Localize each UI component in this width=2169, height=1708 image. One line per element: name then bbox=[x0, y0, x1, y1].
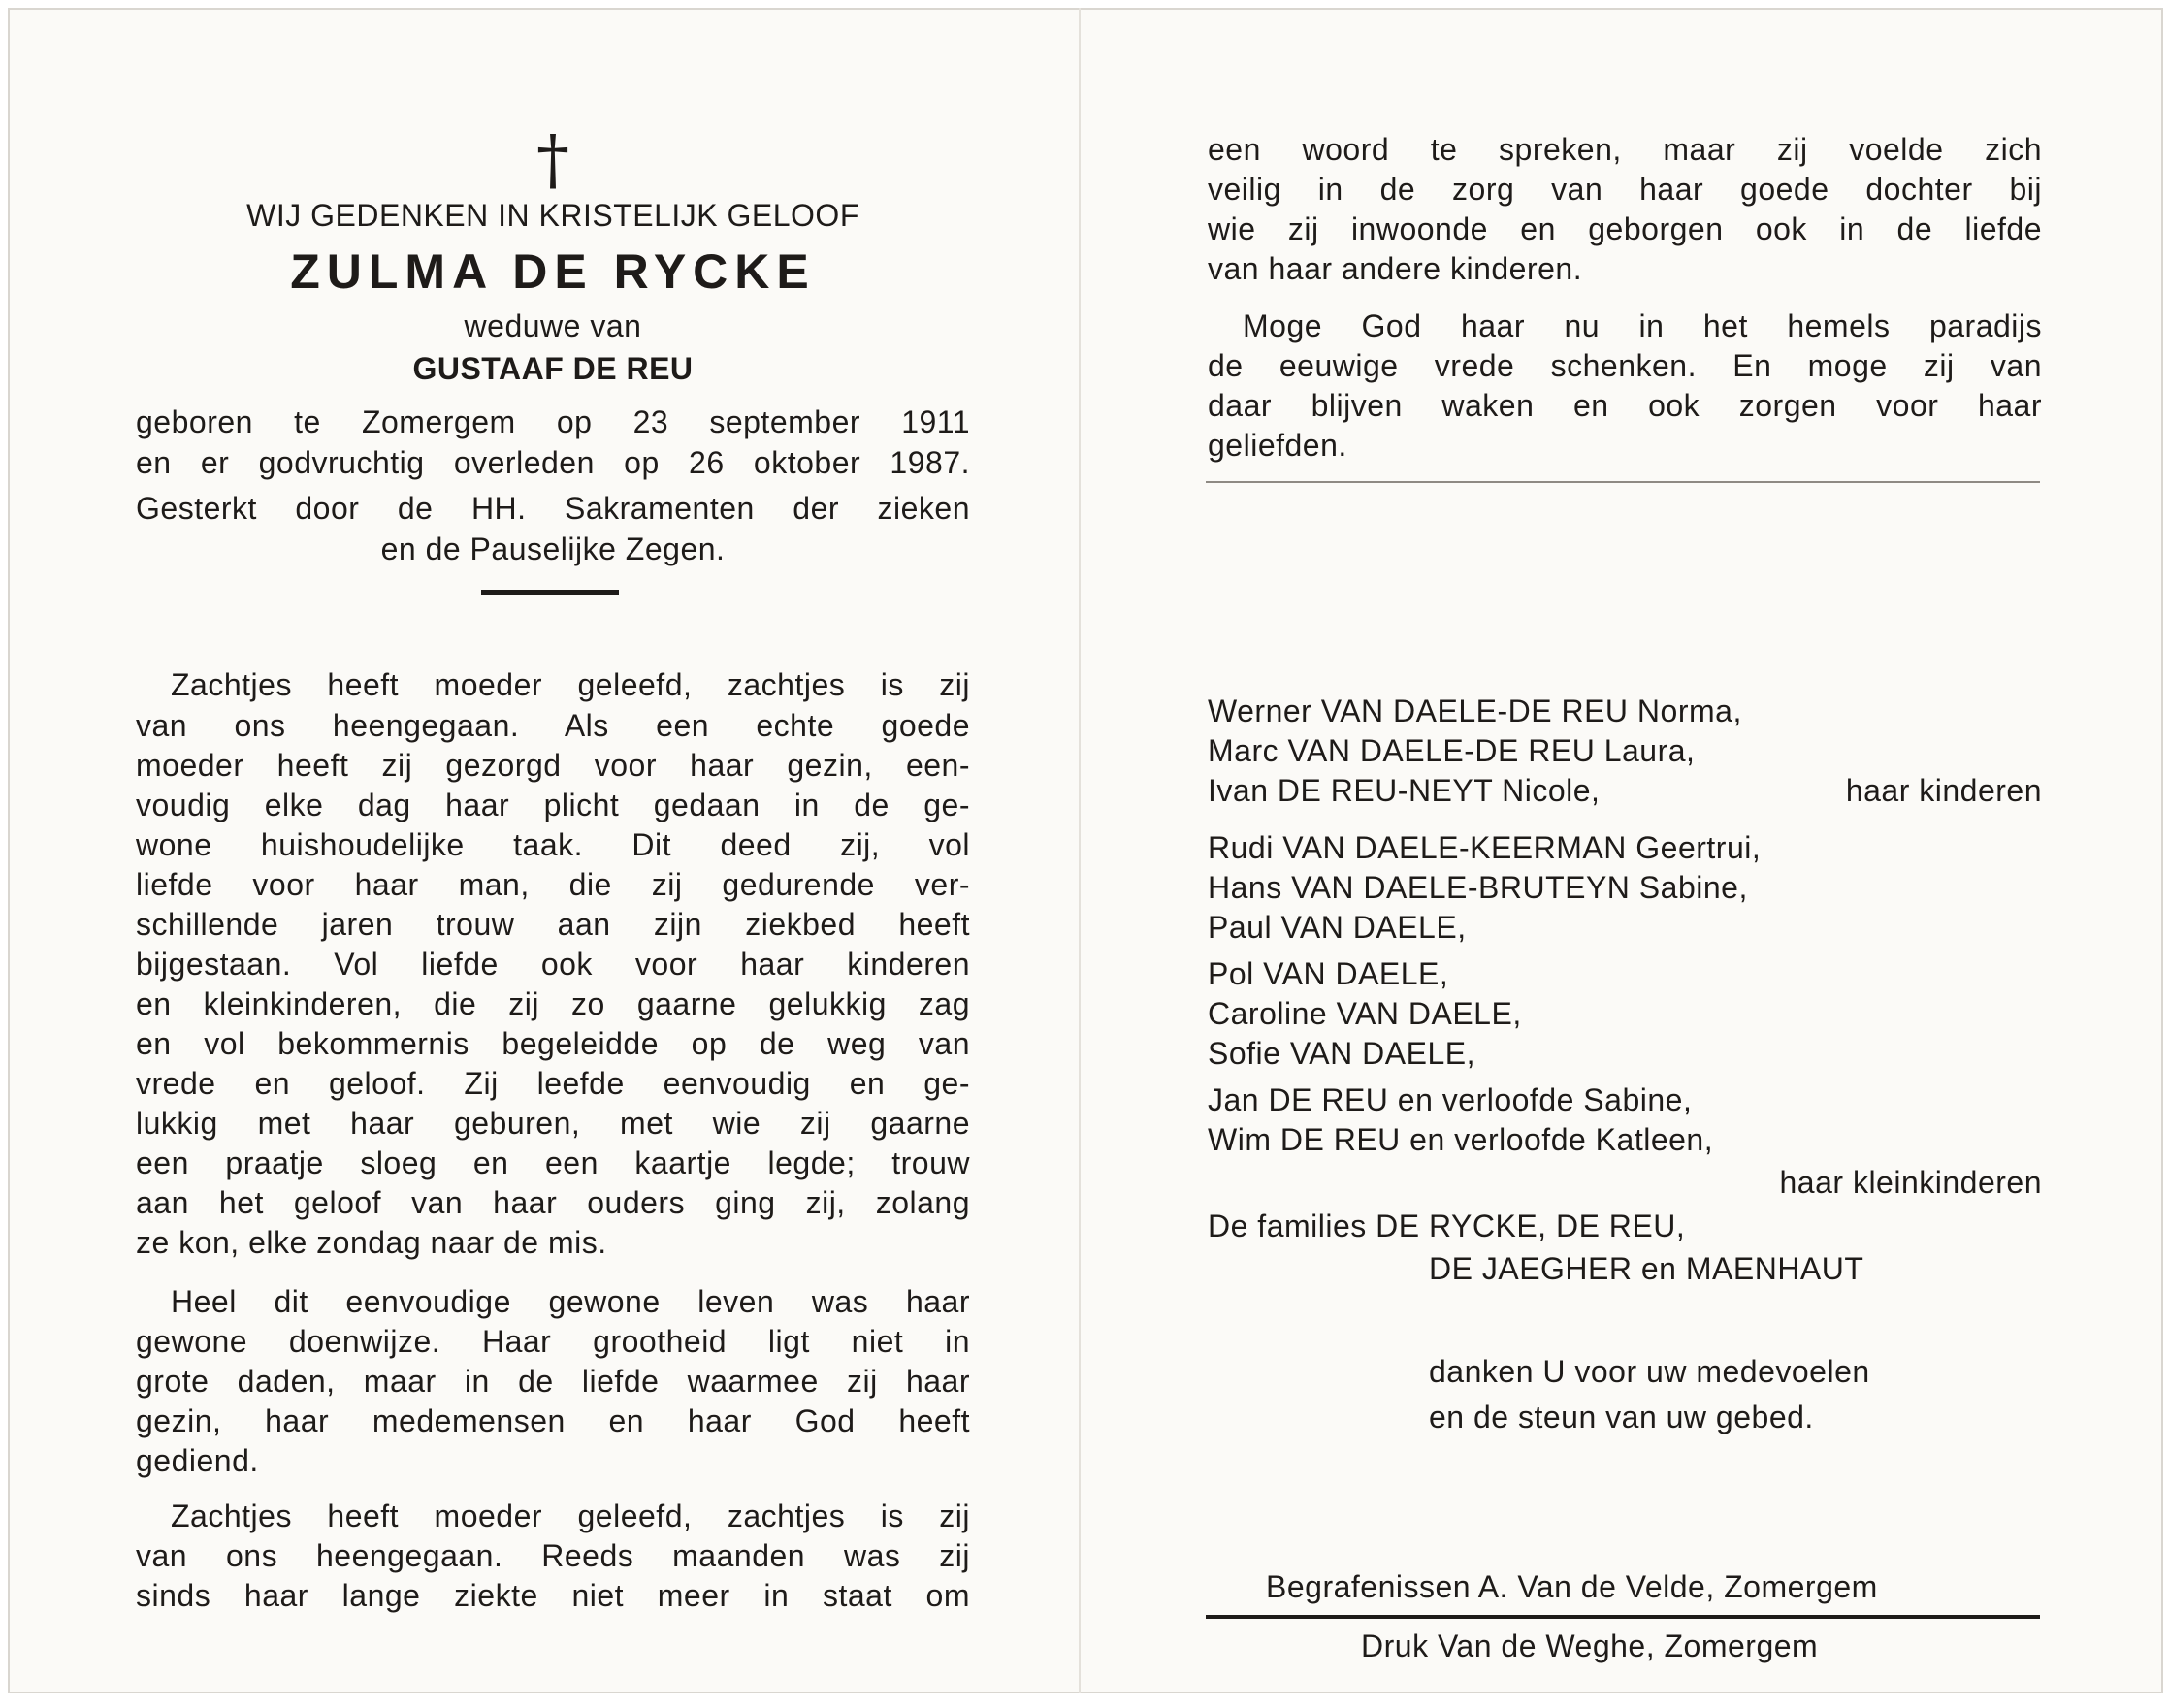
list-item: De families DE RYCKE, DE REU, bbox=[1208, 1208, 1686, 1243]
text-line: gezin, haar medemensen en haar God heeft bbox=[136, 1403, 970, 1438]
deceased-name: ZULMA DE RYCKE bbox=[290, 244, 816, 299]
text-line: van ons heengegaan. Als een echte goede bbox=[136, 708, 970, 743]
list-item: Werner VAN DAELE-DE REU Norma, bbox=[1208, 693, 1742, 728]
sacraments-line-1: Gesterkt door de HH. Sakramenten der zieken bbox=[136, 491, 970, 526]
text-line: grote daden, maar in de liefde waarmee zij haar bbox=[136, 1364, 970, 1399]
footer-rule bbox=[1206, 1615, 2040, 1619]
text-line: lukkig met haar geburen, met wie zij gaarne bbox=[136, 1106, 970, 1141]
text-line: bijgestaan. Vol liefde ook voor haar kinderen bbox=[136, 947, 970, 982]
text-line: de eeuwige vrede schenken. En moge zij van bbox=[1208, 348, 2042, 383]
text-line: gewone doenwijze. Haar grootheid ligt niet in bbox=[136, 1324, 970, 1359]
grandchildren-label: haar kleinkinderen bbox=[1779, 1165, 2042, 1200]
text-line: wie zij inwoonde en geborgen ook in de liefde bbox=[1208, 211, 2042, 246]
text-line: een praatje sloeg en een kaartje legde; trouw bbox=[136, 1145, 970, 1180]
text-line: vrede en geloof. Zij leefde eenvoudig en ge- bbox=[136, 1066, 970, 1101]
funeral-home: Begrafenissen A. Van de Velde, Zomergem bbox=[1266, 1569, 1878, 1604]
text-line: Heel dit eenvoudige gewone leven was haar bbox=[171, 1284, 970, 1319]
death-line: en er godvruchtig overleden op 26 oktober 1987. bbox=[136, 445, 970, 480]
header-text: WIJ GEDENKEN IN KRISTELIJK GELOOF bbox=[246, 198, 859, 233]
text-line: Zachtjes heeft moeder geleefd, zachtjes is zij bbox=[171, 667, 970, 702]
text-line: sinds haar lange ziekte niet meer in staat om bbox=[136, 1578, 970, 1613]
divider-line bbox=[1206, 481, 2040, 483]
text-line: liefde voor haar man, die zij gedurende ver- bbox=[136, 867, 970, 902]
list-item: Paul VAN DAELE, bbox=[1208, 910, 1467, 945]
list-item: Marc VAN DAELE-DE REU Laura, bbox=[1208, 733, 1696, 768]
list-item: Hans VAN DAELE-BRUTEYN Sabine, bbox=[1208, 870, 1748, 905]
list-item: Jan DE REU en verloofde Sabine, bbox=[1208, 1082, 1693, 1117]
widow-of-text: weduwe van bbox=[464, 308, 642, 343]
text-line: aan het geloof van haar ouders ging zij, zolang bbox=[136, 1185, 970, 1220]
children-label: haar kinderen bbox=[1845, 773, 2042, 808]
list-item: Pol VAN DAELE, bbox=[1208, 956, 1449, 991]
spouse-name: GUSTAAF DE REU bbox=[412, 351, 694, 386]
text-line: van ons heengegaan. Reeds maanden was zij bbox=[136, 1538, 970, 1573]
text-line: wone huishoudelijke taak. Dit deed zij, vol bbox=[136, 827, 970, 862]
cross-icon: † bbox=[536, 122, 569, 199]
text-line: een woord te spreken, maar zij voelde zich bbox=[1208, 132, 2042, 167]
card-fold bbox=[1079, 8, 1081, 1693]
text-line: moeder heeft zij gezorgd voor haar gezin, een- bbox=[136, 748, 970, 783]
text-line: daar blijven waken en ook zorgen voor haar bbox=[1208, 388, 2042, 423]
list-item: Sofie VAN DAELE, bbox=[1208, 1036, 1475, 1071]
short-divider bbox=[481, 590, 619, 595]
sacraments-line-2: en de Pauselijke Zegen. bbox=[380, 532, 726, 566]
list-item: Ivan DE REU-NEYT Nicole, bbox=[1208, 773, 1601, 808]
text-line: Zachtjes heeft moeder geleefd, zachtjes is zij bbox=[171, 1499, 970, 1533]
text-line: voudig elke dag haar plicht gedaan in de ge- bbox=[136, 788, 970, 822]
thanks-line: danken U voor uw medevoelen bbox=[1429, 1354, 1870, 1389]
text-line: veilig in de zorg van haar goede dochter bij bbox=[1208, 172, 2042, 207]
thanks-line: en de steun van uw gebed. bbox=[1429, 1400, 1814, 1434]
list-item: Wim DE REU en verloofde Katleen, bbox=[1208, 1122, 1714, 1157]
list-item: Rudi VAN DAELE-KEERMAN Geertrui, bbox=[1208, 830, 1762, 865]
text-line: van haar andere kinderen. bbox=[1208, 251, 1583, 286]
text-line: gediend. bbox=[136, 1443, 259, 1478]
text-line: geliefden. bbox=[1208, 428, 1347, 463]
text-line: Moge God haar nu in het hemels paradijs bbox=[1243, 308, 2042, 343]
text-line: en kleinkinderen, die zij zo gaarne gelukkig zag bbox=[136, 986, 970, 1021]
text-line: en vol bekommernis begeleidde op de weg van bbox=[136, 1026, 970, 1061]
text-line: ze kon, elke zondag naar de mis. bbox=[136, 1225, 607, 1260]
list-item: Caroline VAN DAELE, bbox=[1208, 996, 1522, 1031]
list-item: DE JAEGHER en MAENHAUT bbox=[1429, 1251, 1864, 1286]
text-line: schillende jaren trouw aan zijn ziekbed heeft bbox=[136, 907, 970, 942]
birth-line: geboren te Zomergem op 23 september 1911 bbox=[136, 404, 970, 439]
printer: Druk Van de Weghe, Zomergem bbox=[1361, 1628, 1819, 1663]
